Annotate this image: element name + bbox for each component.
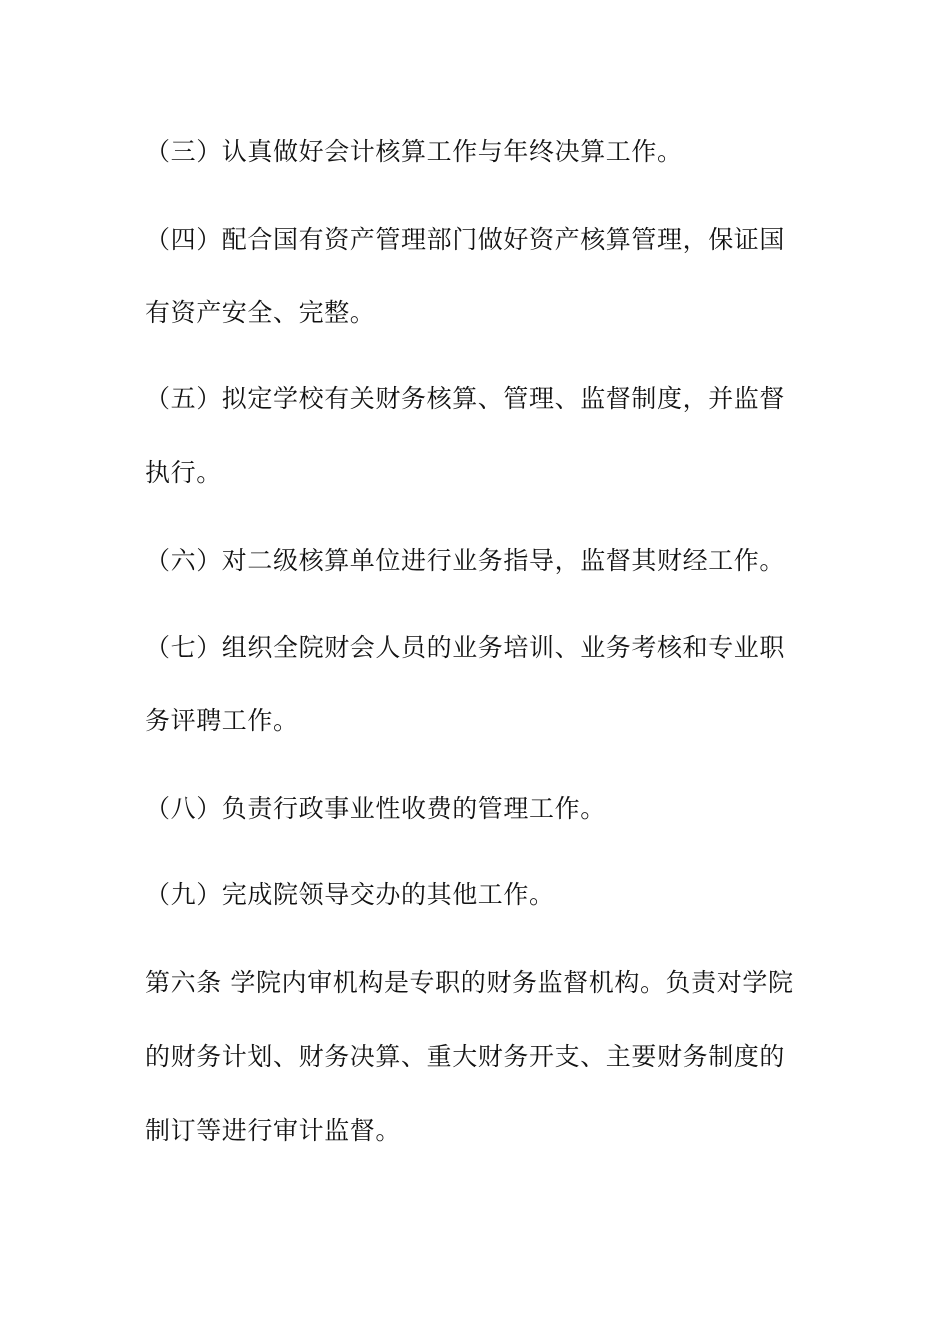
text-line: （五）拟定学校有关财务核算、管理、监督制度，并监督 (145, 384, 786, 413)
text-line: （八）负责行政事业性收费的管理工作。 (145, 794, 606, 823)
text-line: （七）组织全院财会人员的业务培训、业务考核和专业职 (145, 633, 786, 662)
text-line: （九）完成院领导交办的其他工作。 (145, 880, 555, 909)
text-line: （四）配合国有资产管理部门做好资产核算管理，保证国 (145, 225, 786, 254)
text-line: （三）认真做好会计核算工作与年终决算工作。 (145, 137, 683, 166)
text-line: 第六条 学院内审机构是专职的财务监督机构。负责对学院 (145, 968, 794, 997)
text-line: （六）对二级核算单位进行业务指导，监督其财经工作。 (145, 546, 786, 575)
text-line: 有资产安全、完整。 (145, 298, 376, 327)
text-line: 执行。 (145, 458, 222, 487)
text-line: 制订等进行审计监督。 (145, 1116, 402, 1145)
text-line: 的财务计划、财务决算、重大财务开支、主要财务制度的 (145, 1042, 786, 1071)
text-line: 务评聘工作。 (145, 706, 299, 735)
